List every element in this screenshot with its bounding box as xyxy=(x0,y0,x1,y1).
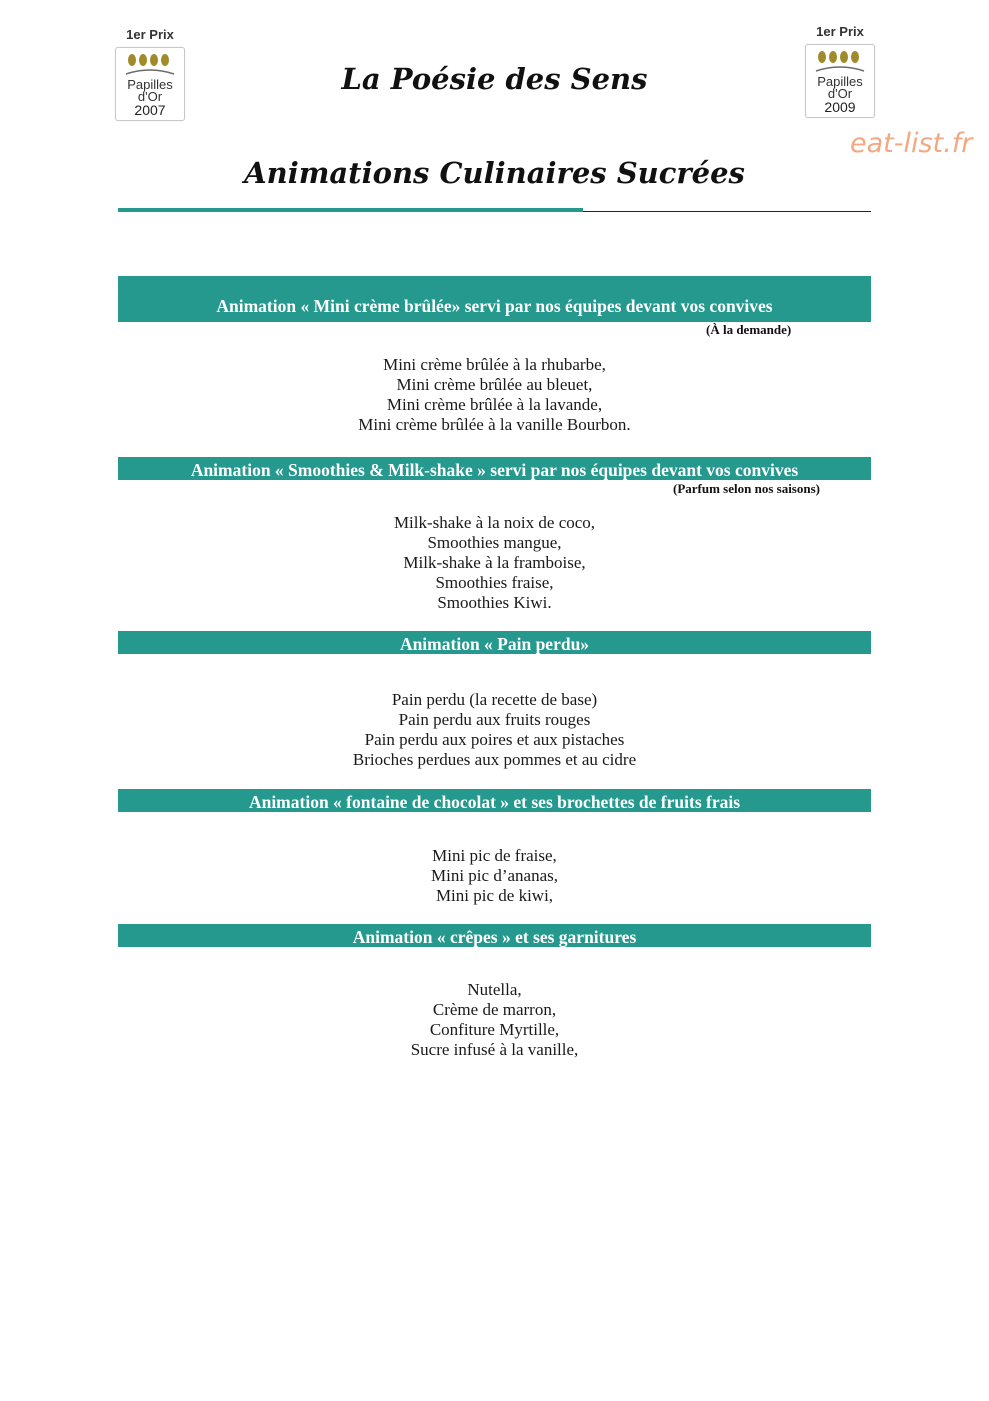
list-item: Brioches perdues aux pommes et au cidre xyxy=(352,750,637,769)
section-items xyxy=(118,513,871,613)
award-suffix: d'Or xyxy=(827,86,853,101)
list-item: Smoothies fraise, xyxy=(435,573,554,592)
list-item: Smoothies mangue, xyxy=(427,533,562,552)
list-item: Pain perdu aux poires et aux pistaches xyxy=(364,730,625,749)
section-banner: Animation « Pain perdu» xyxy=(118,631,871,654)
section-items xyxy=(118,846,871,906)
award-name: Papilles xyxy=(127,77,173,92)
list-item: Smoothies Kiwi. xyxy=(437,593,552,612)
award-prize-label: 1er Prix xyxy=(126,27,174,42)
list-item: Mini crème brûlée à la vanille Bourbon. xyxy=(358,415,631,434)
section-note: (Parfum selon nos saisons) xyxy=(673,481,820,496)
list-item: Mini crème brûlée au bleuet, xyxy=(396,375,593,394)
list-item: Mini crème brûlée à la lavande, xyxy=(386,395,603,414)
page-title: La Poésie des Sens xyxy=(341,62,648,96)
list-item: Mini pic d’ananas, xyxy=(431,866,558,885)
watermark: eat-list.fr xyxy=(850,128,973,159)
section-note: (À la demande) xyxy=(706,322,792,337)
list-item: Milk-shake à la framboise, xyxy=(403,553,586,572)
list-item: Mini crème brûlée à la rhubarbe, xyxy=(383,355,606,374)
award-prize-label: 1er Prix xyxy=(816,24,864,39)
list-item: Pain perdu (la recette de base) xyxy=(391,690,598,709)
list-item: Nutella, xyxy=(467,980,522,999)
award-year: 2007 xyxy=(134,102,166,118)
list-item: Sucre infusé à la vanille, xyxy=(410,1040,579,1059)
page-subtitle: Animations Culinaires Sucrées xyxy=(244,156,745,190)
list-item: Mini pic de kiwi, xyxy=(435,886,554,905)
section-banner: Animation « fontaine de chocolat » et ses brochettes de fruits frais xyxy=(118,789,871,812)
award-year: 2009 xyxy=(824,99,856,115)
section-banner: Animation « Mini crème brûlée» servi par nos équipes devant vos convives xyxy=(118,276,871,322)
list-item: Confiture Myrtille, xyxy=(429,1020,560,1039)
section-banner: Animation « Smoothies & Milk-shake » servi par nos équipes devant vos convives xyxy=(118,457,871,480)
award-suffix: d'Or xyxy=(137,89,163,104)
section-banner: Animation « crêpes » et ses garnitures xyxy=(118,924,871,947)
list-item: Milk-shake à la noix de coco, xyxy=(393,513,596,532)
section-items xyxy=(118,980,871,1060)
list-item: Crème de marron, xyxy=(432,1000,557,1019)
title-underline xyxy=(583,211,871,212)
list-item: Mini pic de fraise, xyxy=(432,846,557,865)
title-underline-accent xyxy=(118,208,583,212)
section-items xyxy=(118,690,871,770)
award-name: Papilles xyxy=(817,74,863,89)
section-items xyxy=(118,355,871,435)
list-item: Pain perdu aux fruits rouges xyxy=(398,710,591,729)
